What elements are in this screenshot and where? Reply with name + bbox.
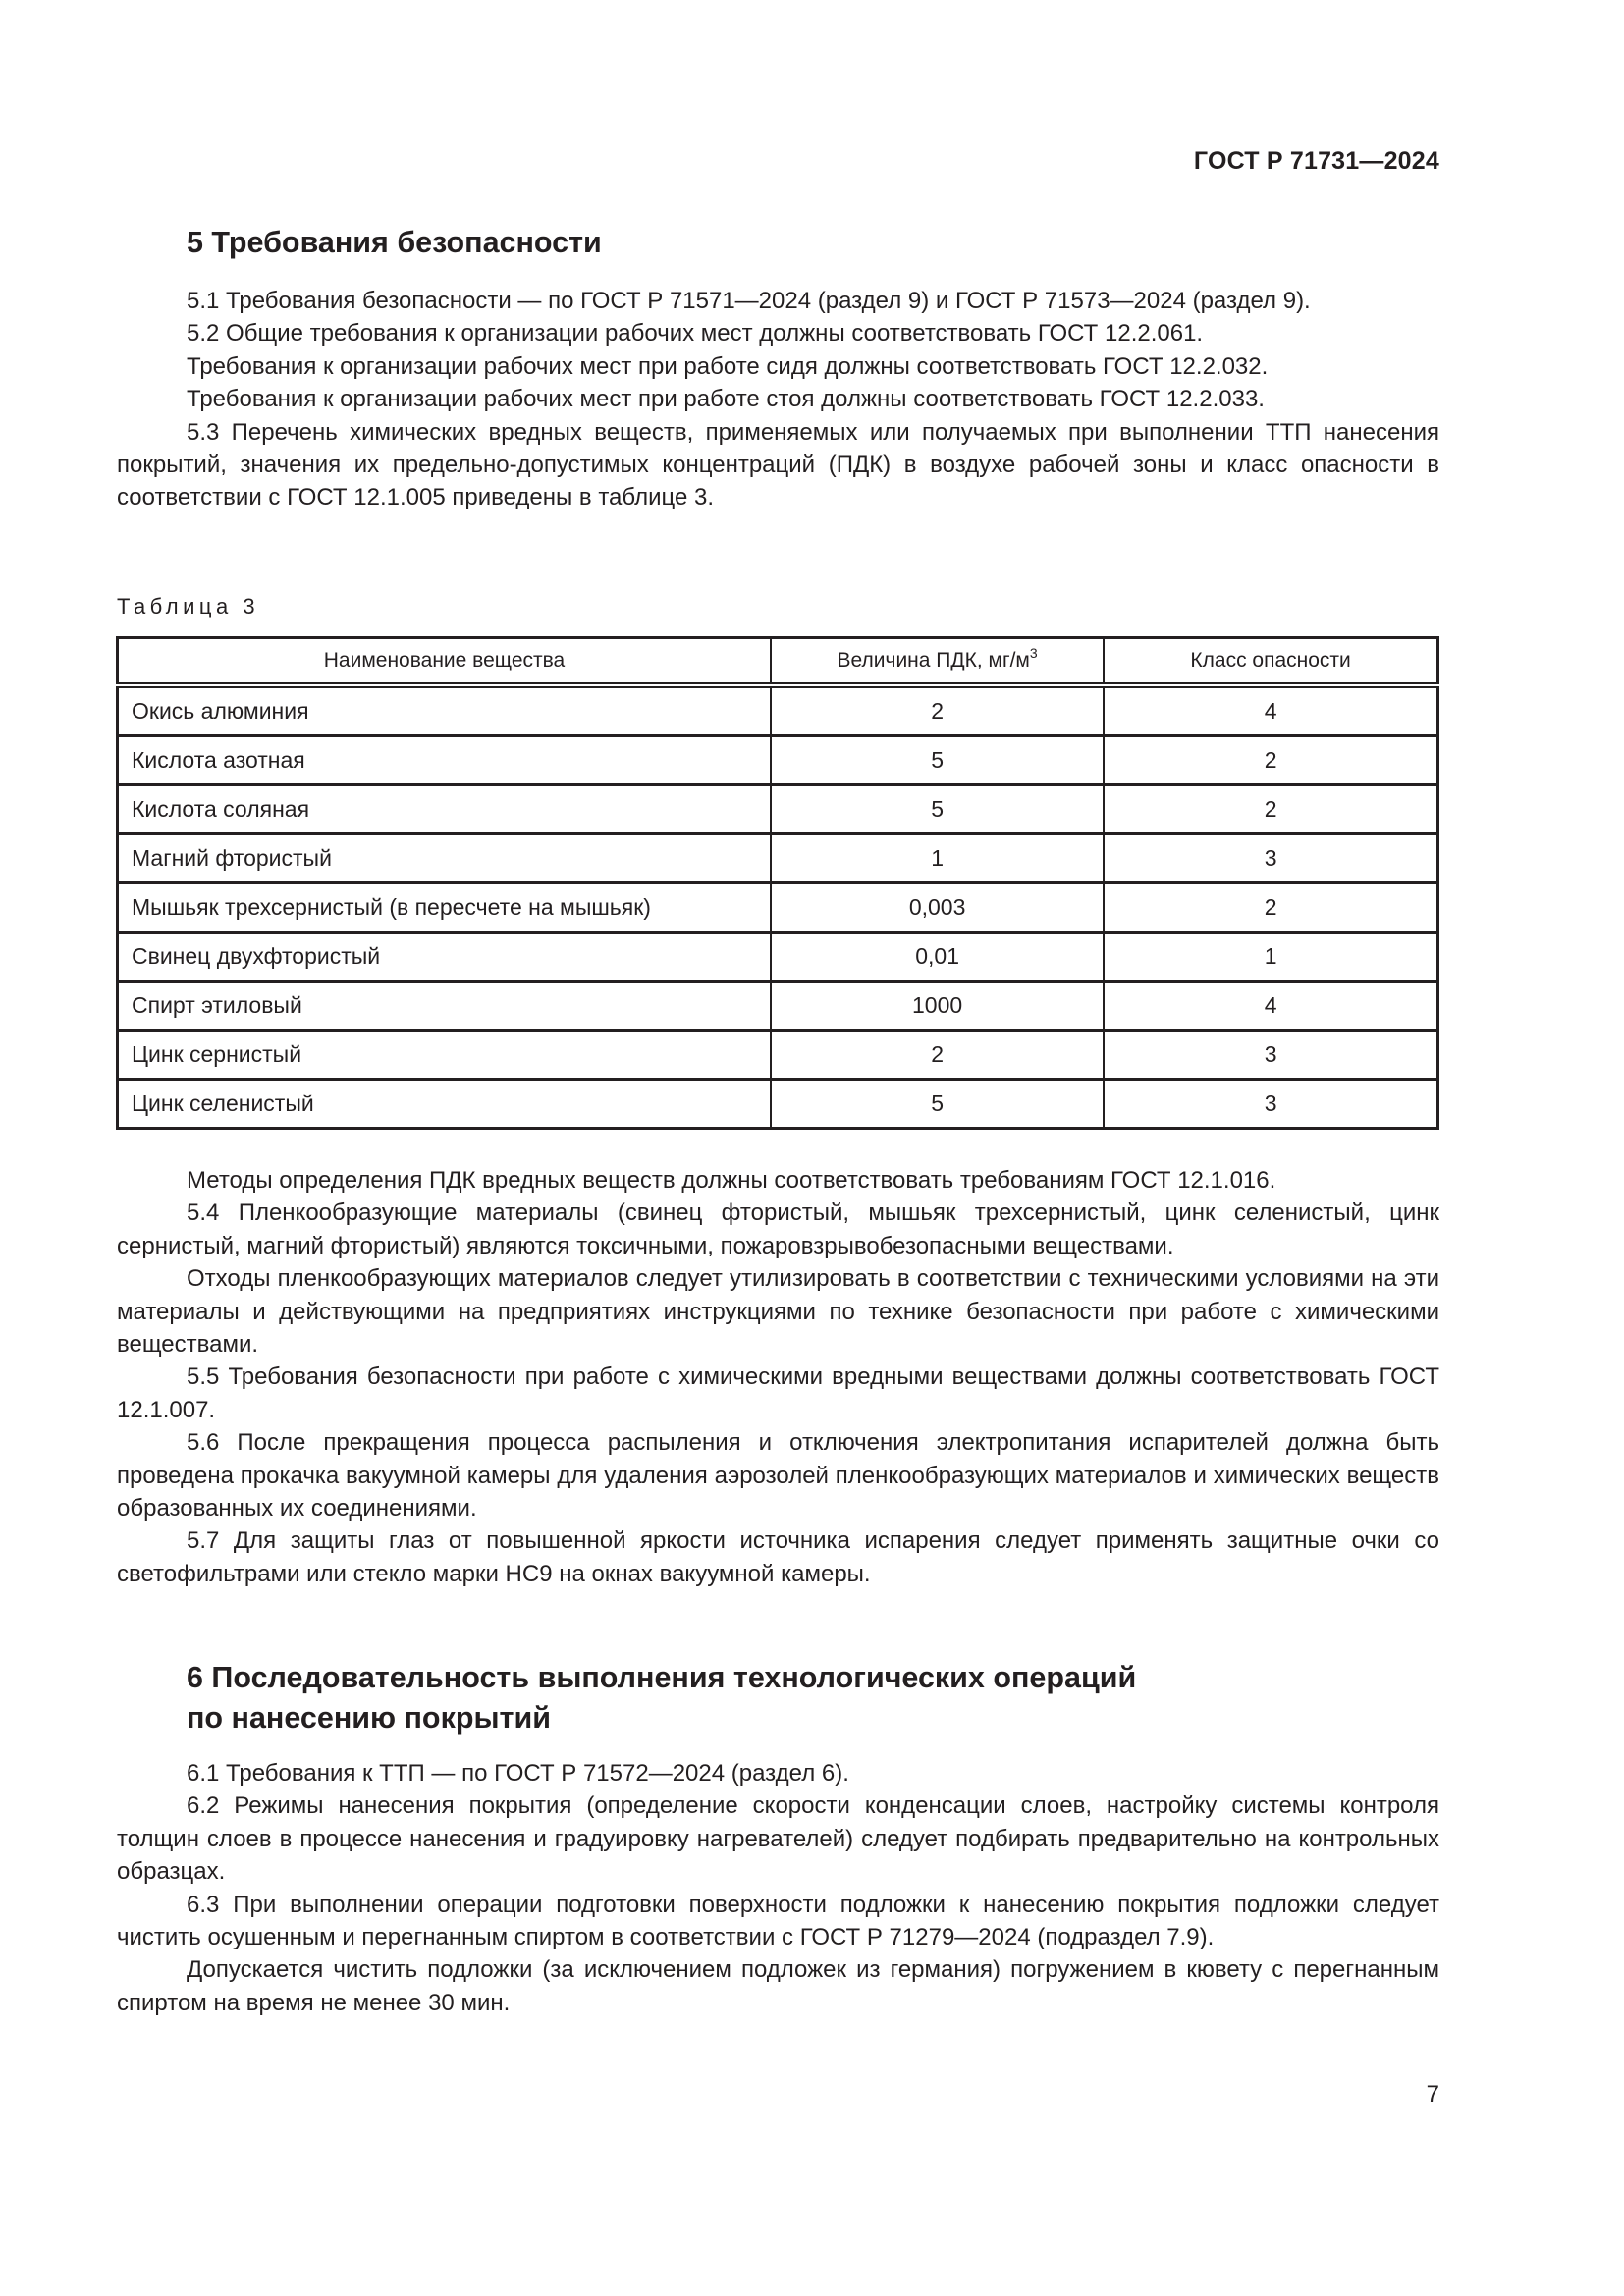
section-6-title-line-1: 6 Последовательность выполнения технологических операций [187, 1661, 1137, 1694]
column-header-pdk-superscript: 3 [1029, 645, 1038, 661]
cell-hazard-class: 2 [1104, 736, 1437, 785]
cell-hazard-class: 2 [1104, 785, 1437, 834]
paragraph-5-5: 5.5 Требования безопасности при работе с химическими вредными веществами должны соответствовать ГОСТ 12.1.007. [117, 1363, 1439, 1423]
page-header: ГОСТ Р 71731—2024 [1193, 147, 1439, 175]
paragraph-5-1: 5.1 Требования безопасности — по ГОСТ Р 71571—2024 (раздел 9) и ГОСТ Р 71573—2024 (раздел 9). [187, 288, 1311, 314]
cell-substance-name: Мышьяк трехсернистый (в пересчете на мышьяк) [118, 883, 771, 933]
cell-hazard-class: 3 [1104, 834, 1437, 883]
cell-pdk-value: 5 [771, 1080, 1104, 1129]
cell-substance-name: Окись алюминия [118, 685, 771, 736]
cell-substance-name: Кислота азотная [118, 736, 771, 785]
table-row [118, 883, 1438, 933]
paragraph-pdk-methods: Методы определения ПДК вредных веществ должны соответствовать требованиям ГОСТ 12.1.016. [187, 1167, 1276, 1194]
cell-hazard-class: 1 [1104, 933, 1437, 982]
paragraph-6-3-allowed: Допускается чистить подложки (за исключением подложек из германия) погружением в кювету с перегнанным спиртом на время не менее 30 мин. [117, 1956, 1439, 2016]
section-5-after-table [117, 1164, 1439, 1590]
paragraph-6-1: 6.1 Требования к ТТП — по ГОСТ Р 71572—2024 (раздел 6). [187, 1760, 849, 1787]
table-row [118, 1031, 1438, 1080]
cell-substance-name: Кислота соляная [118, 785, 771, 834]
paragraph-5-2: 5.2 Общие требования к организации рабочих мест должны соответствовать ГОСТ 12.2.061. [187, 320, 1204, 347]
cell-hazard-class: 4 [1104, 982, 1437, 1031]
page-number: 7 [1426, 2081, 1439, 2108]
paragraph-5-2-standing: Требования к организации рабочих мест при работе стоя должны соответствовать ГОСТ 12.2.033. [187, 386, 1265, 413]
section-6-title-line-2: по нанесению покрытий [187, 1701, 551, 1735]
section-5-title: 5 Требования безопасности [187, 226, 602, 259]
cell-pdk-value: 1000 [771, 982, 1104, 1031]
cell-substance-name: Цинк селенистый [118, 1080, 771, 1129]
column-header-name: Наименование вещества [118, 638, 771, 686]
table-row [118, 982, 1438, 1031]
column-header-hazard-class: Класс опасности [1104, 638, 1437, 686]
cell-substance-name: Магний фтористый [118, 834, 771, 883]
hazardous-substances-table [116, 636, 1439, 1130]
paragraph-5-4: 5.4 Пленкообразующие материалы (свинец фтористый, мышьяк трехсернистый, цинк селенистый, цинк сернистый, магний фтористый) являются токсичными, пожаровзрывобезопасными веществами. [117, 1200, 1439, 1259]
column-header-pdk [771, 638, 1104, 686]
cell-hazard-class: 4 [1104, 685, 1437, 736]
paragraph-5-2-sitting: Требования к организации рабочих мест при работе сидя должны соответствовать ГОСТ 12.2.032. [187, 352, 1269, 380]
paragraph-5-6: 5.6 После прекращения процесса распыления и отключения электропитания испарителей должна быть проведена прокачка вакуумной камеры для удаления аэрозолей пленкообразующих материалов и химических веществ образованных их соединениями. [117, 1429, 1439, 1522]
cell-pdk-value: 5 [771, 785, 1104, 834]
cell-pdk-value: 0,003 [771, 883, 1104, 933]
paragraph-5-4-waste: Отходы пленкообразующих материалов следует утилизировать в соответствии с техническими условиями на эти материалы и действующими на предприятиях инструкциями по технике безопасности при работе с химическими веществами. [117, 1265, 1439, 1359]
paragraph-6-2: 6.2 Режимы нанесения покрытия (определение скорости конденсации слоев, настройку системы контроля толщин слоев в процессе нанесения и градуировку нагревателей) следует подбирать предварительно на контрольных образцах. [117, 1792, 1439, 1886]
cell-pdk-value: 2 [771, 1031, 1104, 1080]
cell-hazard-class: 3 [1104, 1031, 1437, 1080]
table-row [118, 1080, 1438, 1129]
column-header-pdk-label: Величина ПДК, мг/м [837, 649, 1030, 671]
paragraph-5-3: 5.3 Перечень химических вредных веществ, применяемых или получаемых при выполнении ТТП нанесения покрытий, значения их предельно-допустимых концентраций (ПДК) в воздухе рабочей зоны и класс опасности в соответствии с ГОСТ 12.1.005 приведены в таблице 3. [117, 418, 1439, 511]
paragraph-5-7: 5.7 Для защиты глаз от повышенной яркости источника испарения следует применять защитные очки со светофильтрами или стекло марки НС9 на окнах вакуумной камеры. [117, 1527, 1439, 1587]
table-row [118, 685, 1438, 736]
table-caption: Таблица 3 [117, 594, 260, 618]
table-row [118, 933, 1438, 982]
cell-hazard-class: 3 [1104, 1080, 1437, 1129]
section-5-intro [117, 285, 1439, 514]
table-row [118, 785, 1438, 834]
cell-hazard-class: 2 [1104, 883, 1437, 933]
table-header-row [118, 638, 1438, 686]
paragraph-6-3: 6.3 При выполнении операции подготовки поверхности подложки к нанесению покрытия подложки следует чистить осушенным и перегнанным спиртом в соответствии с ГОСТ Р 71279—2024 (подраздел 7.9). [117, 1891, 1439, 1951]
section-6-body [117, 1757, 1439, 2019]
section-6-title [187, 1658, 1136, 1738]
cell-pdk-value: 1 [771, 834, 1104, 883]
table-row [118, 834, 1438, 883]
cell-substance-name: Свинец двухфтористый [118, 933, 771, 982]
cell-substance-name: Спирт этиловый [118, 982, 771, 1031]
cell-pdk-value: 2 [771, 685, 1104, 736]
cell-pdk-value: 5 [771, 736, 1104, 785]
cell-pdk-value: 0,01 [771, 933, 1104, 982]
table-row [118, 736, 1438, 785]
cell-substance-name: Цинк сернистый [118, 1031, 771, 1080]
